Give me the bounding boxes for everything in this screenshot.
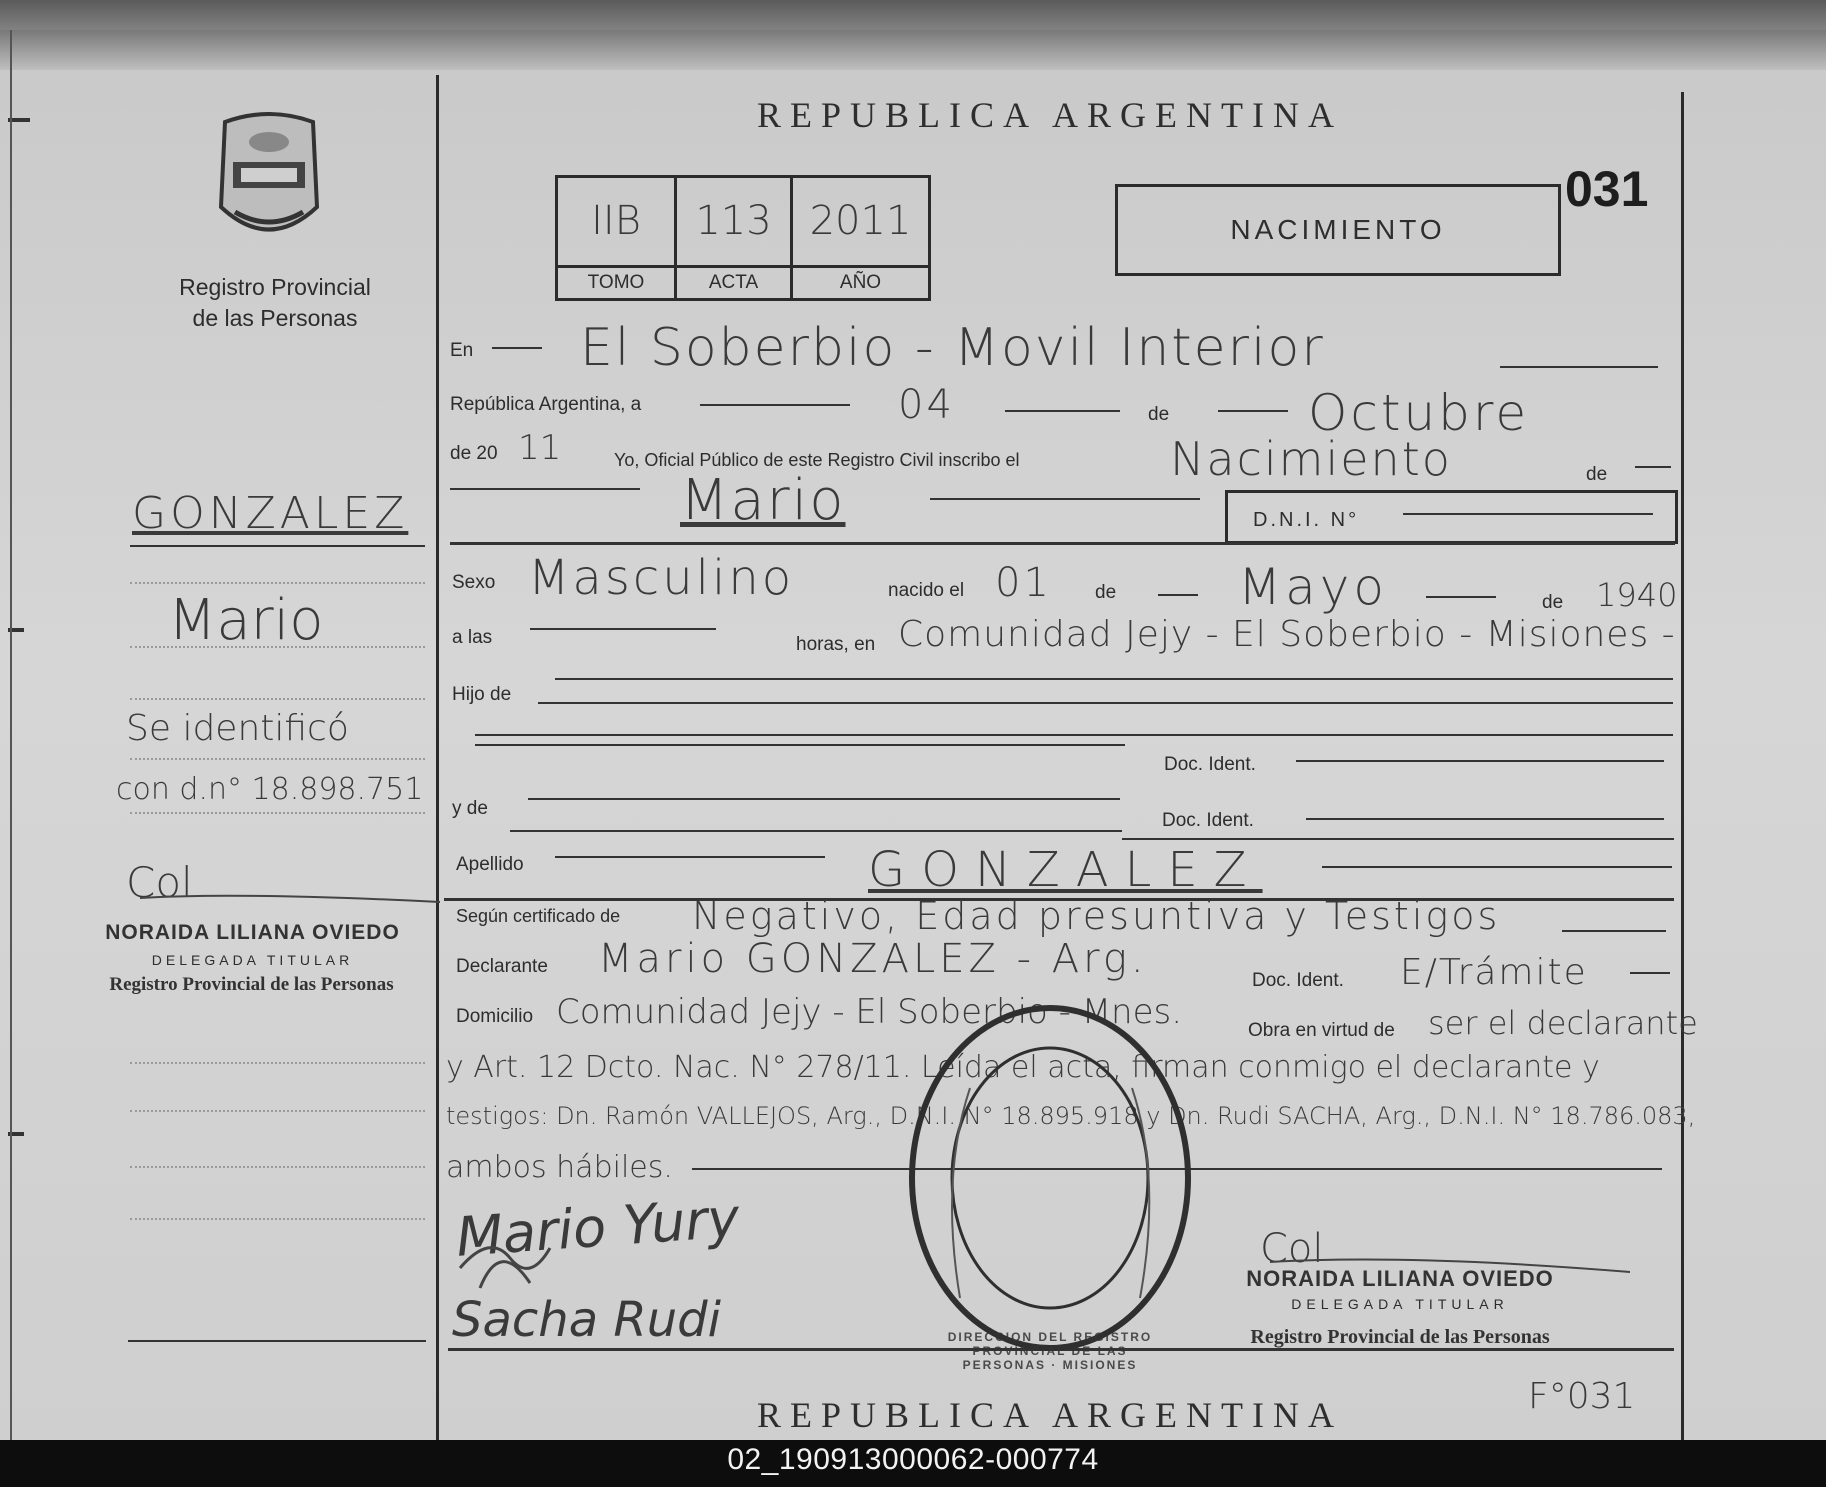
- margin-dotted-line: [130, 582, 425, 584]
- margin-rule: [130, 545, 425, 547]
- fill-line: [1426, 596, 1496, 598]
- anio-value: 2011: [809, 198, 912, 244]
- declarante-label: Declarante: [456, 956, 548, 977]
- year-suffix: 11: [518, 428, 562, 468]
- oficial-label: Yo, Oficial Público de este Registro Civil inscribo el: [614, 450, 1020, 470]
- obra-label: Obra en virtud de: [1248, 1020, 1395, 1041]
- registry-name: [150, 272, 400, 334]
- margin-stamp-title: DELEGADA TITULAR: [151, 952, 354, 968]
- tomo-cell: [558, 178, 677, 298]
- fill-line: [1306, 818, 1664, 820]
- margin-dotted-line: [130, 812, 425, 814]
- birth-place-value: Comunidad Jejy - El Soberbio - Misiones -: [898, 614, 1676, 655]
- official-seal-icon: [900, 998, 1200, 1358]
- hijo-label: Hijo de: [452, 684, 512, 705]
- declarante-value: Mario GONZALEZ - Arg.: [598, 936, 1148, 982]
- registry-line2: de las Personas: [192, 305, 358, 331]
- margin-dotted-line: [130, 1166, 425, 1168]
- registry-line1: Registro Provincial: [179, 274, 371, 300]
- signature-1: Mario Yury: [454, 1186, 742, 1269]
- margin-dotted-line: [130, 758, 425, 760]
- sexo-value: Masculino: [528, 550, 795, 606]
- margin-dotted-line: [130, 1218, 425, 1220]
- tomo-value: IIB: [591, 198, 641, 244]
- birth-year-label: de: [1542, 592, 1564, 613]
- certificado-value: Negativo, Edad presuntiva y Testigos: [692, 894, 1501, 938]
- yde-label: y de: [452, 798, 488, 819]
- margin-dotted-line: [130, 1062, 425, 1064]
- birth-month-value: Mayo: [1238, 558, 1388, 616]
- alas-label: a las: [452, 627, 493, 648]
- de-label: de: [1148, 404, 1170, 425]
- fill-line: [1322, 866, 1672, 868]
- doc-ident-label: Doc. Ident.: [1164, 754, 1256, 775]
- acta-label: ACTA: [677, 265, 790, 298]
- fill-line: [1635, 466, 1671, 468]
- segun-label: Según certificado de: [456, 906, 621, 926]
- dni-box: [1225, 490, 1678, 544]
- name-value: Mario: [680, 468, 846, 533]
- page-edge: [10, 30, 12, 1440]
- fill-line: [475, 734, 1673, 736]
- fill-line: [528, 798, 1120, 800]
- domicilio-label: Domicilio: [456, 1006, 534, 1027]
- body-line-1: y Art. 12 Dcto. Nac. N° 278/11. Leída el acta, firman conmigo el declarante y: [446, 1050, 1600, 1085]
- doc-ident-label-2: Doc. Ident.: [1162, 810, 1254, 831]
- record-index-box: [555, 175, 931, 301]
- acta-cell: [677, 178, 793, 298]
- domicilio-value: Comunidad Jejy - El Soberbio - Mnes.: [556, 992, 1183, 1032]
- folio-number: 031: [1565, 161, 1649, 217]
- signature-2: Sacha Rudi: [452, 1292, 721, 1348]
- fill-line: [538, 702, 1673, 704]
- en-label: En: [450, 340, 474, 361]
- margin-stamp-name: NORAIDA LILIANA OVIEDO: [105, 921, 400, 944]
- margin-dotted-line: [130, 698, 425, 700]
- margin-stamp-org: Registro Provincial de las Personas: [109, 974, 394, 995]
- registry-logo-icon: [205, 112, 333, 247]
- section-rule: [450, 542, 1675, 545]
- margin-dotted-line: [130, 646, 425, 648]
- officer-initials: Col: [1260, 1226, 1324, 1272]
- dni-label: D.N.I. N°: [1253, 509, 1360, 531]
- body-line-2: testigos: Dn. Ramón VALLEJOS, Arg., D.N.I. N° 18.895.918 y Dn. Rudi SACHA, Arg., D.N.I. N° 18.786.083,: [446, 1102, 1696, 1130]
- fill-line: [1158, 594, 1198, 596]
- body-line-3: ambos hábiles.: [446, 1150, 673, 1185]
- fill-line: [510, 830, 1122, 832]
- margin-dotted-line: [130, 1110, 425, 1112]
- officer-stamp-org: Registro Provincial de las Personas: [1250, 1326, 1550, 1348]
- day-value: 04: [898, 382, 955, 428]
- page-shadow: [0, 30, 1826, 70]
- de-label-2: de: [1586, 464, 1608, 485]
- fill-line: [700, 404, 850, 406]
- birth-day-value: 01: [995, 560, 1052, 606]
- margin-id-line1: Se identificó: [126, 708, 349, 749]
- birth-year-value: 1940: [1596, 576, 1678, 614]
- fill-line: [1296, 760, 1664, 762]
- month-value: Octubre: [1308, 384, 1530, 442]
- seal-text: DIRECCION DEL REGISTRO PROVINCIAL DE LAS PERSONAS · MISIONES: [947, 1330, 1153, 1372]
- fill-line: [530, 628, 716, 630]
- obra-value: ser el declarante: [1428, 1004, 1698, 1042]
- margin-initials: Col: [126, 858, 193, 907]
- fill-line: [1122, 838, 1674, 840]
- apellido-value: GONZALEZ: [868, 842, 1263, 898]
- fill-line: [1630, 972, 1670, 974]
- fill-line: [555, 856, 825, 858]
- fill-line: [475, 744, 1125, 746]
- margin-rule: [128, 1340, 426, 1342]
- margin-surname: GONZALEZ: [132, 488, 409, 539]
- fill-line: [1500, 366, 1658, 368]
- anio-label: AÑO: [793, 265, 928, 298]
- margin-id-line2: con d.n° 18.898.751: [116, 772, 424, 807]
- fill-line: [1562, 930, 1666, 932]
- dni-fill-line: [1403, 513, 1653, 515]
- doc-ident-label-3: Doc. Ident.: [1252, 970, 1344, 991]
- record-type-box: NACIMIENTO: [1115, 184, 1561, 276]
- act-type-value: Nacimiento: [1170, 432, 1452, 486]
- fill-line: [930, 498, 1200, 500]
- image-id-label: 02_190913000062-000774: [727, 1443, 1099, 1476]
- fill-line: [450, 488, 640, 490]
- right-border: [1681, 92, 1684, 1440]
- acta-value: 113: [695, 198, 772, 244]
- margin-given-name: Mario: [168, 588, 324, 653]
- fill-line: [555, 678, 1673, 680]
- nacido-label: nacido el: [888, 580, 965, 601]
- margin-divider: [436, 75, 439, 1440]
- declarante-doc-value: E/Trámite: [1400, 952, 1588, 993]
- fill-line: [1005, 410, 1120, 412]
- margin-signature-stroke: [120, 880, 450, 910]
- horas-label: horas, en: [796, 634, 876, 655]
- place-value: El Soberbio - Movil Interior: [580, 318, 1325, 378]
- sexo-label: Sexo: [452, 572, 496, 593]
- apellido-label: Apellido: [456, 854, 524, 875]
- tomo-label: TOMO: [558, 265, 674, 298]
- officer-stamp-title: DELEGADA TITULAR: [1291, 1296, 1509, 1312]
- year-prefix: de 20: [450, 443, 498, 464]
- fill-line: [1218, 410, 1288, 412]
- folio-handwritten: F°031: [1528, 1376, 1636, 1417]
- signature-mark: [450, 1228, 560, 1298]
- fill-line: [492, 347, 542, 349]
- officer-stamp-name: NORAIDA LILIANA OVIEDO: [1246, 1266, 1554, 1291]
- country-title: REPUBLICA ARGENTINA: [756, 95, 1344, 135]
- anio-cell: [793, 178, 928, 298]
- republica-label: República Argentina, a: [450, 394, 642, 415]
- birth-de-label: de: [1095, 582, 1117, 603]
- country-title-bottom: REPUBLICA ARGENTINA: [756, 1395, 1344, 1435]
